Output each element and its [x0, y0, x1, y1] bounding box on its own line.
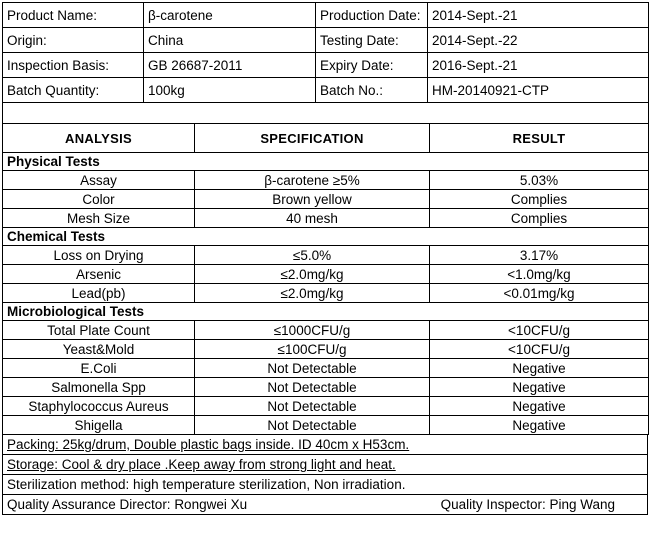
label-batch-no: Batch No.:	[316, 78, 428, 103]
footer-row	[3, 495, 648, 515]
result-cell: Complies	[430, 209, 649, 228]
column-header-row	[3, 124, 649, 153]
section-header-row	[3, 228, 649, 246]
result-cell: <10CFU/g	[430, 321, 649, 340]
analysis-row	[3, 321, 649, 340]
analysis-row	[3, 265, 649, 284]
analysis-row	[3, 378, 649, 397]
analysis-row	[3, 416, 649, 435]
col-header-result: RESULT	[430, 124, 649, 153]
label-origin: Origin:	[3, 28, 144, 53]
specification-cell: ≤1000CFU/g	[195, 321, 430, 340]
sterilization-note: Sterilization method: high temperature sterilization, Non irradiation.	[3, 475, 648, 495]
result-cell: Negative	[430, 416, 649, 435]
footer-row	[3, 475, 648, 495]
specification-cell: ≤5.0%	[195, 246, 430, 265]
value-inspection-basis: GB 26687-2011	[144, 53, 316, 78]
label-product-name: Product Name:	[3, 3, 144, 28]
footer-row	[3, 455, 648, 475]
specification-cell: ≤100CFU/g	[195, 340, 430, 359]
analysis-cell: Salmonella Spp	[3, 378, 195, 397]
col-header-specification: SPECIFICATION	[195, 124, 430, 153]
specification-cell: ≤2.0mg/kg	[195, 265, 430, 284]
analysis-row	[3, 171, 649, 190]
qa-director: Quality Assurance Director: Rongwei Xu	[7, 497, 248, 512]
analysis-row	[3, 190, 649, 209]
label-batch-quantity: Batch Quantity:	[3, 78, 144, 103]
specification-cell: Not Detectable	[195, 378, 430, 397]
footer-table	[2, 434, 648, 515]
specification-cell: Brown yellow	[195, 190, 430, 209]
analysis-row	[3, 209, 649, 228]
header-row	[3, 28, 649, 53]
result-cell: Complies	[430, 190, 649, 209]
value-testing-date: 2014-Sept.-22	[428, 28, 649, 53]
value-expiry-date: 2016-Sept.-21	[428, 53, 649, 78]
result-cell: 3.17%	[430, 246, 649, 265]
label-testing-date: Testing Date:	[316, 28, 428, 53]
result-cell: 5.03%	[430, 171, 649, 190]
spacer-row	[3, 103, 649, 124]
label-production-date: Production Date:	[316, 3, 428, 28]
specification-cell: Not Detectable	[195, 397, 430, 416]
header-row	[3, 3, 649, 28]
analysis-row	[3, 246, 649, 265]
section-title: Physical Tests	[3, 153, 649, 171]
packing-note: Packing: 25kg/drum, Double plastic bags inside. ID 40cm x H53cm.	[7, 437, 410, 452]
analysis-cell: E.Coli	[3, 359, 195, 378]
analysis-cell: Shigella	[3, 416, 195, 435]
analysis-cell: Color	[3, 190, 195, 209]
section-header-row	[3, 153, 649, 171]
analysis-row	[3, 359, 649, 378]
label-expiry-date: Expiry Date:	[316, 53, 428, 78]
analysis-cell: Lead(pb)	[3, 284, 195, 303]
result-cell: <10CFU/g	[430, 340, 649, 359]
analysis-row	[3, 340, 649, 359]
header-row	[3, 53, 649, 78]
specification-cell: β-carotene ≥5%	[195, 171, 430, 190]
value-batch-quantity: 100kg	[144, 78, 316, 103]
analysis-cell: Yeast&Mold	[3, 340, 195, 359]
analysis-row	[3, 284, 649, 303]
value-origin: China	[144, 28, 316, 53]
specification-cell: ≤2.0mg/kg	[195, 284, 430, 303]
analysis-cell: Assay	[3, 171, 195, 190]
result-cell: <0.01mg/kg	[430, 284, 649, 303]
value-product-name: β-carotene	[144, 3, 316, 28]
certificate-of-analysis	[2, 2, 648, 549]
specification-cell: 40 mesh	[195, 209, 430, 228]
section-header-row	[3, 303, 649, 321]
col-header-analysis: ANALYSIS	[3, 124, 195, 153]
label-inspection-basis: Inspection Basis:	[3, 53, 144, 78]
analysis-table	[2, 102, 649, 435]
value-production-date: 2014-Sept.-21	[428, 3, 649, 28]
header-info	[3, 3, 649, 103]
section-title: Microbiological Tests	[3, 303, 649, 321]
result-cell: Negative	[430, 378, 649, 397]
result-cell: Negative	[430, 359, 649, 378]
analysis-cell: Total Plate Count	[3, 321, 195, 340]
value-batch-no: HM-20140921-CTP	[428, 78, 649, 103]
analysis-cell: Mesh Size	[3, 209, 195, 228]
section-title: Chemical Tests	[3, 228, 649, 246]
analysis-row	[3, 397, 649, 416]
analysis-cell: Staphylococcus Aureus	[3, 397, 195, 416]
coa-table	[2, 2, 649, 103]
result-cell: <1.0mg/kg	[430, 265, 649, 284]
qa-inspector: Quality Inspector: Ping Wang	[440, 497, 615, 512]
footer-row	[3, 435, 648, 455]
analysis-cell: Arsenic	[3, 265, 195, 284]
storage-note: Storage: Cool & dry place .Keep away from strong light and heat.	[7, 457, 396, 472]
specification-cell: Not Detectable	[195, 416, 430, 435]
analysis-cell: Loss on Drying	[3, 246, 195, 265]
result-cell: Negative	[430, 397, 649, 416]
header-row	[3, 78, 649, 103]
specification-cell: Not Detectable	[195, 359, 430, 378]
